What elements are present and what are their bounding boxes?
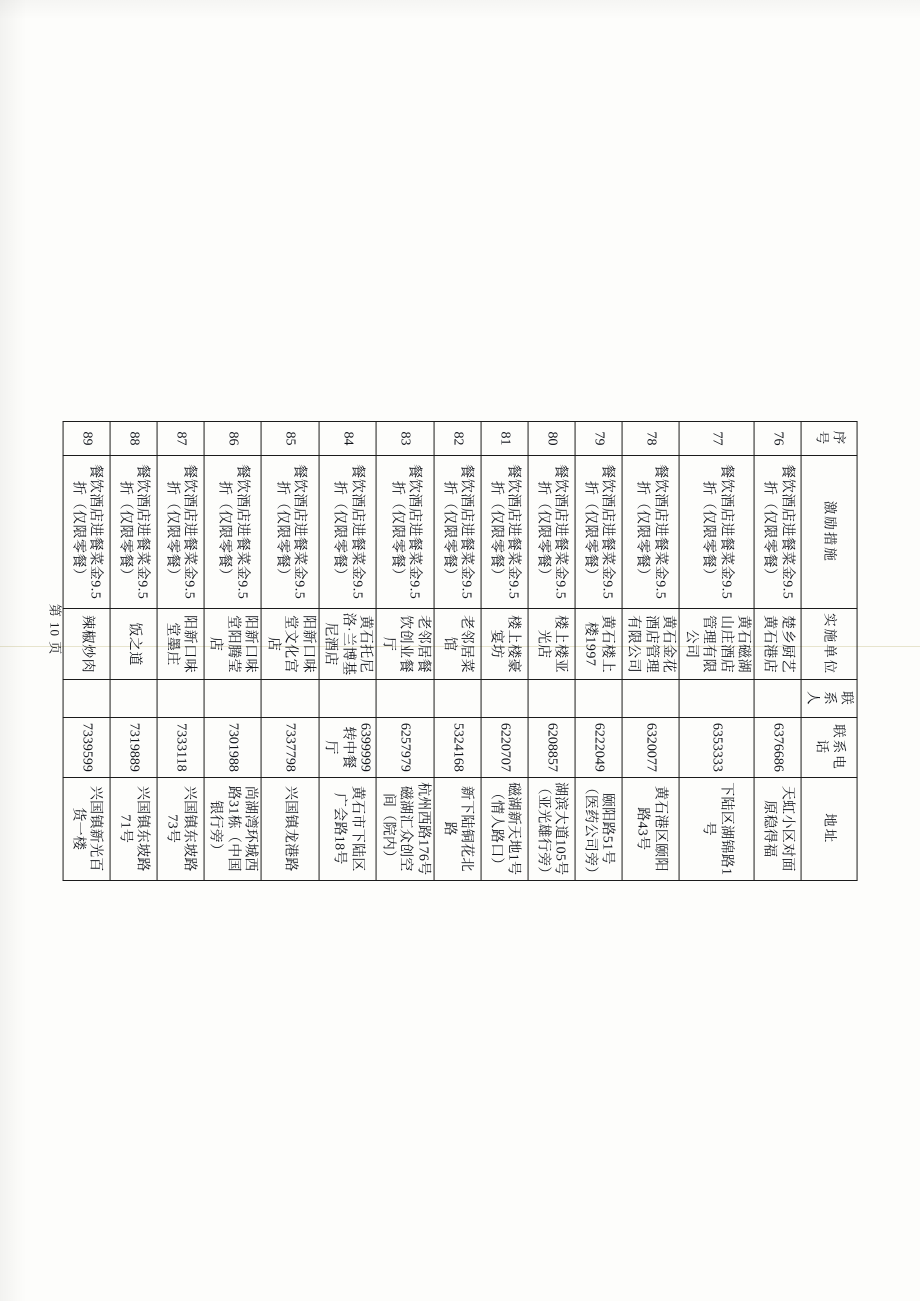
cell-phone: 7339599 — [63, 717, 110, 776]
table-row — [622, 421, 680, 880]
cell-phone: 6353333 — [679, 717, 754, 776]
cell-unit: 老邻居餐饮创业餐厅 — [376, 608, 434, 680]
column-header-contact: 联系人 — [801, 679, 857, 717]
incentive-measures-table-wrapper — [62, 421, 857, 881]
cell-contact — [157, 679, 204, 717]
cell-address: 下陆区湖锦路1号 — [679, 777, 754, 880]
cell-measure: 餐饮酒店进餐菜金9.5折（仅限零餐） — [481, 455, 528, 608]
column-header-seq: 序号 — [801, 421, 857, 455]
cell-seq: 87 — [157, 421, 204, 455]
cell-address: 兴国镇龙港路 — [261, 777, 319, 880]
cell-unit: 阳新口味堂阳腾莹店 — [204, 608, 262, 680]
cell-phone: 5324168 — [434, 717, 481, 776]
page-footer: 第 10 页 — [47, 603, 63, 656]
cell-contact — [261, 679, 319, 717]
cell-contact — [575, 679, 622, 717]
cell-seq: 81 — [481, 421, 528, 455]
table-row — [434, 421, 481, 880]
table-row — [157, 421, 204, 880]
cell-seq: 86 — [204, 421, 262, 455]
cell-seq: 85 — [261, 421, 319, 455]
column-header-measure: 激励措施 — [801, 455, 857, 608]
cell-phone: 6220707 — [481, 717, 528, 776]
cell-phone: 7333118 — [157, 717, 204, 776]
cell-contact — [679, 679, 754, 717]
cell-unit: 楚乡厨艺黄石港店 — [754, 608, 801, 680]
table-row — [204, 421, 262, 880]
cell-measure: 餐饮酒店进餐菜金9.5折（仅限零餐） — [434, 455, 481, 608]
cell-measure: 餐饮酒店进餐菜金9.5折（仅限零餐） — [204, 455, 262, 608]
cell-contact — [204, 679, 262, 717]
cell-address: 兴国镇东坡路73号 — [157, 777, 204, 880]
cell-phone: 6320077 — [622, 717, 680, 776]
cell-contact — [434, 679, 481, 717]
cell-phone: 6376686 — [754, 717, 801, 776]
cell-address: 磁湖新天地1号（情人路口） — [481, 777, 528, 880]
cell-contact — [110, 679, 157, 717]
table-row — [376, 421, 434, 880]
cell-measure: 餐饮酒店进餐菜金9.5折（仅限零餐） — [261, 455, 319, 608]
cell-phone: 7319889 — [110, 717, 157, 776]
cell-address: 湖滨大道105号（亚光雄行旁） — [528, 777, 575, 880]
cell-contact — [63, 679, 110, 717]
cell-measure: 餐饮酒店进餐菜金9.5折（仅限零餐） — [110, 455, 157, 608]
cell-measure: 餐饮酒店进餐菜金9.5折（仅限零餐） — [319, 455, 377, 608]
table-row — [481, 421, 528, 880]
cell-unit: 黄石楼上楼1997 — [575, 608, 622, 680]
incentive-measures-table — [62, 421, 857, 881]
cell-address: 兴国镇东坡路71号 — [110, 777, 157, 880]
cell-phone: 6257979 — [376, 717, 434, 776]
table-row — [319, 421, 377, 880]
cell-seq: 76 — [754, 421, 801, 455]
cell-address: 天虹小区对面原稳得福 — [754, 777, 801, 880]
cell-unit: 辣椒炒肉 — [63, 608, 110, 680]
table-body — [63, 421, 802, 880]
cell-unit: 老邻居菜馆 — [434, 608, 481, 680]
cell-unit: 阳新口味堂墨庄 — [157, 608, 204, 680]
cell-phone: 6208857 — [528, 717, 575, 776]
cell-address: 杭州西路176号磁湖汇众创空间（院内） — [376, 777, 434, 880]
cell-phone: 7301988 — [204, 717, 262, 776]
cell-address: 兴国镇新光百货一楼 — [63, 777, 110, 880]
table-row — [754, 421, 801, 880]
cell-unit: 楼上楼亚光店 — [528, 608, 575, 680]
cell-seq: 80 — [528, 421, 575, 455]
cell-unit: 阳新口味堂文化宫店 — [261, 608, 319, 680]
cell-measure: 餐饮酒店进餐菜金9.5折（仅限零餐） — [575, 455, 622, 608]
cell-unit: 饭之道 — [110, 608, 157, 680]
cell-seq: 88 — [110, 421, 157, 455]
cell-unit: 黄石磁湖山庄酒店管理有限公司 — [679, 608, 754, 680]
cell-phone: 6399999转中餐厅 — [319, 717, 377, 776]
table-header-row — [801, 421, 857, 880]
cell-address: 颐阳路51号（医药公司旁） — [575, 777, 622, 880]
cell-address: 黄石港区颐阳路43号 — [622, 777, 680, 880]
cell-measure: 餐饮酒店进餐菜金9.5折（仅限零餐） — [528, 455, 575, 608]
cell-contact — [754, 679, 801, 717]
cell-address: 尚湖湾环城西路31栋（中国银行旁） — [204, 777, 262, 880]
cell-unit: 黄石托尼洛·兰博基尼酒店 — [319, 608, 377, 680]
table-row — [261, 421, 319, 880]
cell-measure: 餐饮酒店进餐菜金9.5折（仅限零餐） — [63, 455, 110, 608]
cell-seq: 78 — [622, 421, 680, 455]
cell-measure: 餐饮酒店进餐菜金9.5折（仅限零餐） — [157, 455, 204, 608]
cell-seq: 89 — [63, 421, 110, 455]
cell-seq: 83 — [376, 421, 434, 455]
cell-seq: 84 — [319, 421, 377, 455]
table-row — [528, 421, 575, 880]
cell-measure: 餐饮酒店进餐菜金9.5折（仅限零餐） — [622, 455, 680, 608]
table-row — [679, 421, 754, 880]
table-row — [110, 421, 157, 880]
cell-unit: 黄石金花酒店管理有限公司 — [622, 608, 680, 680]
cell-contact — [622, 679, 680, 717]
cell-phone: 6222049 — [575, 717, 622, 776]
cell-address: 黄石市下陆区广会路18号 — [319, 777, 377, 880]
cell-measure: 餐饮酒店进餐菜金9.5折（仅限零餐） — [679, 455, 754, 608]
cell-seq: 79 — [575, 421, 622, 455]
cell-seq: 82 — [434, 421, 481, 455]
table-row — [63, 421, 110, 880]
cell-contact — [319, 679, 377, 717]
table-row — [575, 421, 622, 880]
cell-address: 新下陆铜花北路 — [434, 777, 481, 880]
cell-measure: 餐饮酒店进餐菜金9.5折（仅限零餐） — [754, 455, 801, 608]
cell-unit: 楼上楼豪宴坊 — [481, 608, 528, 680]
cell-contact — [528, 679, 575, 717]
cell-phone: 7337798 — [261, 717, 319, 776]
column-header-address: 地址 — [801, 777, 857, 880]
cell-contact — [376, 679, 434, 717]
cell-measure: 餐饮酒店进餐菜金9.5折（仅限零餐） — [376, 455, 434, 608]
cell-contact — [481, 679, 528, 717]
cell-seq: 77 — [679, 421, 754, 455]
column-header-phone: 联系电话 — [801, 717, 857, 776]
column-header-unit: 实施单位 — [801, 608, 857, 680]
